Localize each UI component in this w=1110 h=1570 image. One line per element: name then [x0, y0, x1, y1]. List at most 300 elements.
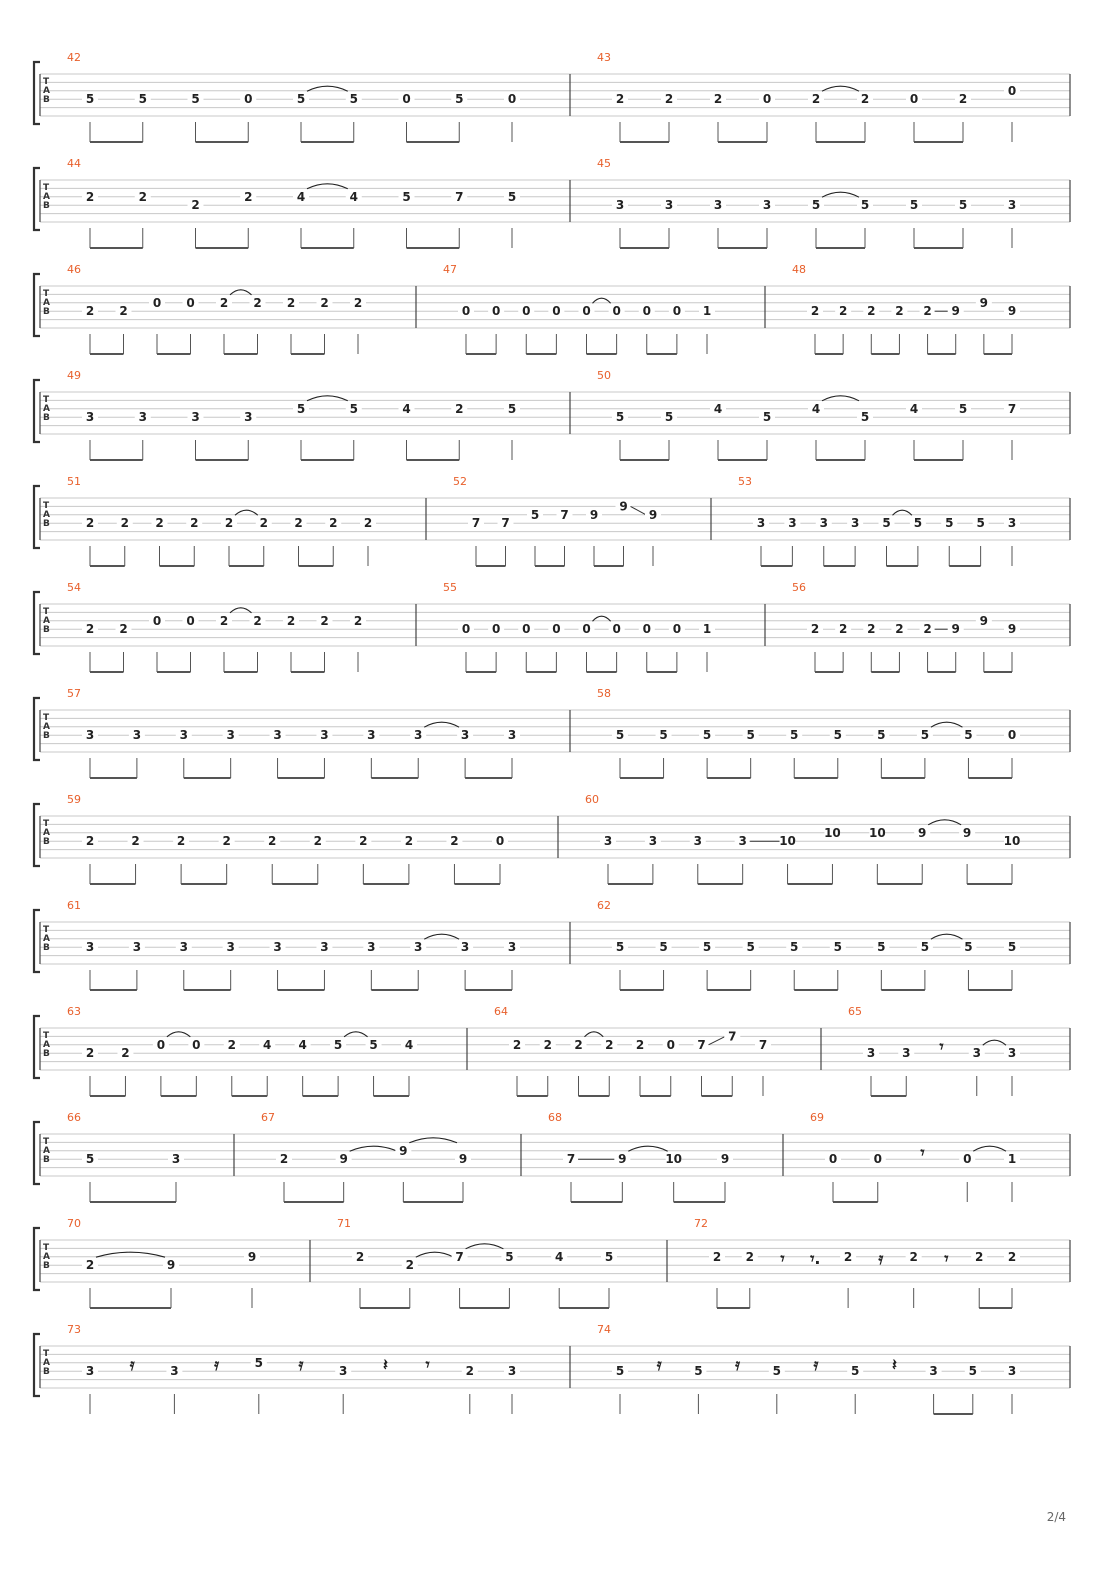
- fret-number: 9: [619, 499, 628, 514]
- fret-number: 2: [138, 189, 147, 204]
- system-bracket: [34, 486, 40, 548]
- measure-number: 73: [67, 1323, 81, 1336]
- fret-number: 5: [664, 410, 674, 425]
- tab-clef-letter: T: [43, 183, 50, 193]
- fret-number: 9: [962, 825, 972, 840]
- fret-number: 5: [913, 516, 923, 531]
- fret-number: 2: [85, 516, 95, 531]
- fret-number: 3: [738, 834, 747, 849]
- measure: [597, 157, 1070, 248]
- fret-number: 5: [615, 940, 625, 955]
- measure-number: 74: [597, 1323, 611, 1336]
- system-bracket: [34, 1228, 40, 1290]
- tab-clef-letter: T: [43, 1349, 50, 1359]
- fret-number: 0: [612, 304, 621, 319]
- fret-number: 0: [186, 295, 195, 310]
- fret-number: 3: [226, 940, 235, 955]
- measure-number: 55: [443, 581, 457, 594]
- fret-number: 5: [507, 401, 517, 416]
- measure-number: 44: [67, 157, 81, 170]
- fret-number: 3: [507, 1364, 517, 1379]
- measure: [597, 1323, 1070, 1414]
- rest: 𝄾: [944, 1249, 949, 1268]
- fret-number: 3: [648, 834, 658, 849]
- fret-number: 2: [543, 1037, 552, 1052]
- measure: [848, 1005, 1070, 1096]
- measure-number: 62: [597, 899, 611, 912]
- measure: [453, 475, 711, 566]
- fret-number: 4: [349, 189, 358, 204]
- fret-number: 7: [501, 516, 510, 531]
- slide-line: [631, 506, 647, 514]
- fret-number: 3: [244, 410, 253, 425]
- fret-number: 2: [155, 516, 164, 531]
- fret-number: 1: [702, 622, 712, 637]
- fret-number: 3: [138, 410, 147, 425]
- fret-number: 5: [790, 940, 799, 955]
- measure-number: 52: [453, 475, 467, 488]
- fret-number: 2: [860, 92, 870, 107]
- fret-number: 5: [920, 728, 930, 743]
- tab-clef-letter: A: [43, 86, 50, 96]
- fret-number: 3: [414, 940, 423, 955]
- fret-number: 9: [951, 622, 960, 637]
- fret-number: 3: [85, 410, 95, 425]
- fret-number: 10: [665, 1152, 683, 1167]
- tab-clef-letter: B: [43, 731, 50, 741]
- fret-number: 2: [810, 622, 820, 637]
- fret-number: 5: [811, 198, 821, 213]
- measure: [597, 899, 1070, 990]
- fret-number: 2: [615, 92, 625, 107]
- measure-number: 71: [337, 1217, 351, 1230]
- fret-number: 3: [507, 940, 517, 955]
- measure-number: 54: [67, 581, 81, 594]
- fret-number: 2: [353, 295, 363, 310]
- fret-number: 2: [712, 1249, 722, 1264]
- fret-number: 2: [843, 1249, 853, 1264]
- fret-number: 2: [895, 304, 904, 319]
- fret-number: 2: [958, 92, 968, 107]
- fret-number: 2: [227, 1037, 236, 1052]
- fret-number: 5: [833, 940, 842, 955]
- fret-number: 4: [555, 1249, 564, 1264]
- fret-number: 3: [756, 516, 766, 531]
- fret-number: 2: [219, 613, 229, 628]
- fret-number: 2: [85, 834, 95, 849]
- rest: 𝄿: [878, 1249, 884, 1268]
- fret-number: 3: [85, 940, 95, 955]
- fret-number: 0: [522, 304, 531, 319]
- fret-number: 0: [762, 92, 772, 107]
- page-number: 2/4: [1046, 1510, 1066, 1524]
- fret-number: 2: [635, 1037, 645, 1052]
- fret-number: 7: [566, 1152, 576, 1167]
- fret-number: 5: [615, 728, 625, 743]
- fret-number: 3: [132, 940, 142, 955]
- fret-number: 5: [860, 198, 870, 213]
- tab-clef-letter: T: [43, 819, 50, 829]
- fret-number: 2: [253, 613, 262, 628]
- fret-number: 5: [702, 940, 712, 955]
- fret-number: 2: [244, 189, 253, 204]
- fret-number: 5: [964, 940, 973, 955]
- fret-number: 3: [788, 516, 797, 531]
- measure: [494, 1005, 821, 1096]
- fret-number: 0: [582, 304, 591, 319]
- measure: [597, 687, 1070, 778]
- fret-number: 3: [1007, 516, 1017, 531]
- fret-number: 5: [882, 516, 891, 531]
- tab-clef-letter: B: [43, 1367, 50, 1377]
- fret-number: 2: [121, 1046, 130, 1061]
- tab-clef-letter: B: [43, 519, 50, 529]
- measure: [67, 51, 570, 142]
- system-bracket: [34, 910, 40, 972]
- fret-number: 2: [120, 516, 129, 531]
- fret-number: 0: [461, 304, 471, 319]
- fret-number: 2: [923, 304, 932, 319]
- fret-number: 3: [866, 1046, 876, 1061]
- fret-number: 0: [461, 622, 471, 637]
- fret-number: 9: [589, 507, 599, 522]
- fret-number: 5: [746, 728, 755, 743]
- tab-clef-letter: B: [43, 201, 50, 211]
- tab-system: [34, 1111, 1070, 1202]
- tab-system: [34, 1005, 1070, 1096]
- fret-number: 2: [85, 304, 95, 319]
- measure: [67, 369, 570, 460]
- measure: [337, 1217, 667, 1308]
- system-bracket: [34, 1122, 40, 1184]
- tab-system: [34, 263, 1070, 354]
- fret-number: 9: [399, 1143, 408, 1158]
- fret-number: 5: [349, 92, 358, 107]
- rest: 𝄾.: [810, 1249, 821, 1268]
- fret-number: 0: [909, 92, 919, 107]
- measure: [67, 899, 570, 990]
- fret-number: 5: [694, 1364, 703, 1379]
- measure: [67, 263, 416, 354]
- fret-number: 4: [811, 401, 821, 416]
- measure-number: 43: [597, 51, 611, 64]
- fret-number: 9: [979, 295, 989, 310]
- fret-number: 7: [1007, 401, 1017, 416]
- measure: [67, 1111, 234, 1202]
- measure: [443, 581, 765, 672]
- fret-number: 9: [1007, 304, 1017, 319]
- fret-number: 5: [833, 728, 842, 743]
- measure-number: 65: [848, 1005, 862, 1018]
- fret-number: 2: [512, 1037, 522, 1052]
- system-bracket: [34, 804, 40, 866]
- fret-number: 2: [259, 516, 268, 531]
- fret-number: 4: [263, 1037, 272, 1052]
- tab-clef-letter: A: [43, 1358, 50, 1368]
- fret-number: 2: [222, 834, 231, 849]
- fret-number: 2: [320, 613, 329, 628]
- fret-number: 3: [1007, 1364, 1017, 1379]
- fret-number: 5: [505, 1249, 514, 1264]
- fret-number: 3: [713, 198, 723, 213]
- rest: 𝄿: [813, 1355, 819, 1374]
- fret-number: 5: [976, 516, 985, 531]
- fret-number: 3: [460, 728, 470, 743]
- fret-number: 0: [156, 1037, 166, 1052]
- fret-number: 7: [758, 1037, 768, 1052]
- fret-number: 2: [363, 516, 373, 531]
- fret-number: 3: [171, 1152, 181, 1167]
- fret-number: 3: [85, 728, 95, 743]
- measure-number: 47: [443, 263, 457, 276]
- fret-number: 7: [728, 1029, 737, 1044]
- fret-number: 0: [1007, 728, 1017, 743]
- fret-number: 9: [720, 1152, 730, 1167]
- staff-lines: [40, 922, 1070, 964]
- fret-number: 2: [455, 401, 464, 416]
- fret-number: 5: [402, 189, 411, 204]
- fret-number: 5: [968, 1364, 977, 1379]
- fret-number: 0: [672, 304, 682, 319]
- measure-number: 48: [792, 263, 806, 276]
- tab-clef-letter: B: [43, 1155, 50, 1165]
- measure: [694, 1217, 1070, 1308]
- measure-number: 57: [67, 687, 81, 700]
- fret-number: 9: [1007, 622, 1017, 637]
- fret-number: 2: [810, 304, 820, 319]
- measure: [548, 1111, 783, 1202]
- fret-number: 7: [697, 1037, 706, 1052]
- fret-number: 5: [138, 92, 147, 107]
- fret-number: 5: [659, 728, 668, 743]
- fret-number: 0: [672, 622, 682, 637]
- fret-number: 0: [552, 304, 561, 319]
- fret-number: 3: [850, 516, 860, 531]
- fret-number: 2: [313, 834, 322, 849]
- fret-number: 2: [574, 1037, 583, 1052]
- measure-number: 66: [67, 1111, 81, 1124]
- fret-number: 2: [294, 516, 303, 531]
- fret-number: 2: [85, 1258, 95, 1273]
- fret-number: 4: [909, 401, 919, 416]
- rest: 𝄾: [780, 1249, 785, 1268]
- tab-clef-letter: A: [43, 616, 50, 626]
- fret-number: 9: [458, 1152, 468, 1167]
- tab-system: [34, 369, 1070, 460]
- measure: [597, 369, 1070, 460]
- fret-number: 2: [664, 92, 674, 107]
- fret-number: 2: [131, 834, 140, 849]
- fret-number: 2: [465, 1364, 474, 1379]
- fret-number: 5: [772, 1364, 781, 1379]
- fret-number: 0: [642, 622, 651, 637]
- fret-number: 2: [405, 1258, 414, 1273]
- tab-system: [34, 899, 1070, 990]
- system-bracket: [34, 380, 40, 442]
- rest: 𝄽: [382, 1355, 388, 1374]
- fret-number: 0: [963, 1152, 972, 1167]
- fret-number: 7: [455, 1249, 464, 1264]
- fret-number: 5: [455, 92, 464, 107]
- fret-number: 1: [702, 304, 712, 319]
- rest: 𝄽: [891, 1355, 897, 1374]
- fret-number: 3: [507, 728, 517, 743]
- measure: [67, 793, 558, 884]
- measure-number: 58: [597, 687, 611, 700]
- fret-number: 5: [958, 198, 968, 213]
- fret-number: 0: [1007, 83, 1017, 98]
- fret-number: 2: [1007, 1249, 1017, 1264]
- fret-number: 4: [296, 189, 306, 204]
- tab-clef-letter: T: [43, 713, 50, 723]
- fret-number: 0: [152, 295, 162, 310]
- tab-system: [34, 687, 1070, 778]
- fret-number: 0: [152, 613, 162, 628]
- measure: [792, 263, 1070, 354]
- tab-clef-letter: B: [43, 95, 50, 105]
- fret-number: 0: [244, 92, 253, 107]
- fret-number: 5: [333, 1037, 343, 1052]
- measure: [67, 687, 570, 778]
- measure: [443, 263, 765, 354]
- fret-number: 9: [247, 1249, 257, 1264]
- tab-clef-letter: B: [43, 837, 50, 847]
- measure-number: 61: [67, 899, 81, 912]
- fret-number: 0: [552, 622, 561, 637]
- fret-number: 2: [119, 304, 128, 319]
- fret-number: 5: [349, 401, 358, 416]
- measure-number: 45: [597, 157, 611, 170]
- fret-number: 5: [530, 507, 540, 522]
- tab-clef-letter: T: [43, 1137, 50, 1147]
- tab-clef-letter: A: [43, 192, 50, 202]
- fret-number: 3: [603, 834, 613, 849]
- tab-clef-letter: A: [43, 298, 50, 308]
- measure-number: 64: [494, 1005, 508, 1018]
- measure-number: 59: [67, 793, 81, 806]
- fret-number: 3: [1007, 198, 1017, 213]
- rest: 𝄾: [939, 1037, 944, 1056]
- tab-clef-letter: B: [43, 1049, 50, 1059]
- fret-number: 2: [745, 1249, 754, 1264]
- tab-system: [34, 157, 1070, 248]
- fret-number: 0: [491, 622, 501, 637]
- fret-number: 2: [286, 295, 296, 310]
- rest: 𝄿: [656, 1355, 662, 1374]
- fret-number: 3: [902, 1046, 911, 1061]
- tab-clef-letter: A: [43, 722, 50, 732]
- fret-number: 0: [192, 1037, 201, 1052]
- tab-clef-letter: T: [43, 925, 50, 935]
- fret-number: 5: [507, 189, 517, 204]
- fret-number: 5: [85, 1152, 95, 1167]
- fret-number: 5: [296, 401, 306, 416]
- fret-number: 5: [604, 1249, 614, 1264]
- fret-number: 4: [402, 401, 411, 416]
- fret-number: 9: [951, 304, 960, 319]
- fret-number: 0: [402, 92, 411, 107]
- fret-number: 2: [191, 198, 200, 213]
- fret-number: 3: [1007, 1046, 1017, 1061]
- tab-clef-letter: T: [43, 1243, 50, 1253]
- fret-number: 2: [975, 1249, 984, 1264]
- measure: [67, 1217, 310, 1308]
- tab-clef-letter: A: [43, 1146, 50, 1156]
- fret-number: 2: [404, 834, 414, 849]
- tab-system: [34, 581, 1070, 672]
- measure-number: 50: [597, 369, 611, 382]
- fret-number: 5: [254, 1355, 263, 1370]
- fret-number: 5: [615, 410, 625, 425]
- rest: 𝄿: [298, 1355, 304, 1374]
- fret-number: 5: [877, 728, 886, 743]
- tab-clef-letter: B: [43, 307, 50, 317]
- fret-number: 2: [85, 189, 95, 204]
- fret-number: 1: [1007, 1152, 1017, 1167]
- fret-number: 0: [873, 1152, 882, 1167]
- fret-number: 3: [132, 728, 142, 743]
- tab-clef-letter: A: [43, 934, 50, 944]
- fret-number: 9: [618, 1152, 627, 1167]
- fret-number: 0: [522, 622, 531, 637]
- tab-clef-letter: B: [43, 943, 50, 953]
- fret-number: 2: [909, 1249, 918, 1264]
- tab-clef-letter: A: [43, 510, 50, 520]
- fret-number: 0: [491, 304, 501, 319]
- measure-number: 72: [694, 1217, 708, 1230]
- fret-number: 2: [268, 834, 277, 849]
- fret-number: 2: [320, 295, 329, 310]
- measure: [585, 793, 1070, 884]
- fret-number: 3: [191, 410, 200, 425]
- measure: [67, 475, 426, 566]
- fret-number: 0: [186, 613, 195, 628]
- system-bracket: [34, 698, 40, 760]
- fret-number: 9: [979, 613, 989, 628]
- fret-number: 2: [605, 1037, 614, 1052]
- fret-number: 5: [296, 92, 306, 107]
- fret-number: 3: [179, 728, 188, 743]
- measure-number: 63: [67, 1005, 81, 1018]
- fret-number: 5: [964, 728, 973, 743]
- fret-number: 5: [85, 92, 95, 107]
- fret-number: 5: [877, 940, 886, 955]
- tab-system: [34, 1217, 1070, 1308]
- system-bracket: [34, 1016, 40, 1078]
- fret-number: 3: [273, 728, 282, 743]
- measure-number: 51: [67, 475, 81, 488]
- fret-number: 2: [279, 1152, 289, 1167]
- rest: 𝄿: [735, 1355, 741, 1374]
- tab-system: [34, 51, 1070, 142]
- fret-number: 2: [224, 516, 234, 531]
- fret-number: 3: [460, 940, 470, 955]
- fret-number: 5: [909, 198, 919, 213]
- fret-number: 5: [702, 728, 712, 743]
- fret-number: 7: [560, 507, 569, 522]
- tab-system: [34, 793, 1070, 884]
- tab-system: [34, 475, 1070, 566]
- fret-number: 5: [860, 410, 870, 425]
- fret-number: 5: [851, 1364, 860, 1379]
- fret-number: 2: [867, 622, 876, 637]
- system-bracket: [34, 274, 40, 336]
- fret-number: 3: [664, 198, 674, 213]
- measure: [597, 51, 1070, 142]
- fret-number: 2: [838, 304, 848, 319]
- staff-lines: [40, 1346, 1070, 1388]
- fret-number: 2: [713, 92, 723, 107]
